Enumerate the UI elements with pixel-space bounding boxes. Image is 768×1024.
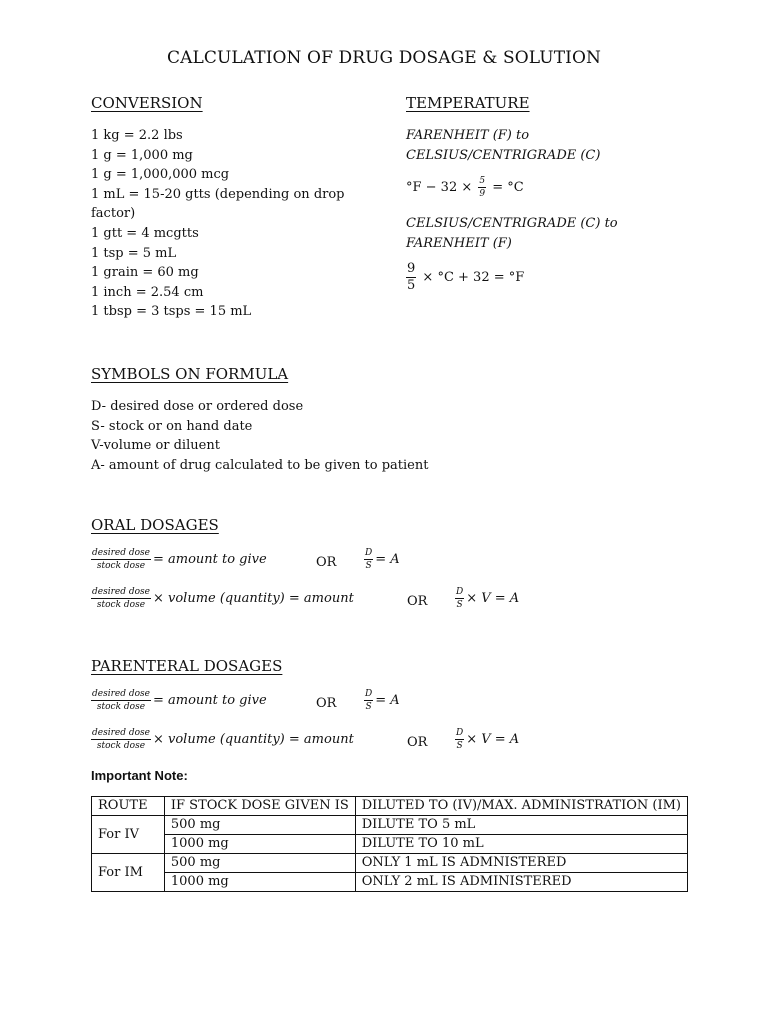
d-over-s-fraction	[364, 548, 373, 571]
conversion-line: 1 kg = 2.2 lbs	[91, 128, 183, 143]
symbol-line: S- stock or on hand date	[91, 418, 253, 434]
dilution-cell: DILUTE TO 10 mL	[355, 835, 687, 854]
parenteral-formula-1	[89, 689, 267, 712]
dosage-table	[91, 796, 688, 892]
f-to-c-label-line1: FARENHEIT (F) to	[406, 128, 530, 143]
oral-dosages-heading: ORAL DOSAGES	[91, 516, 219, 534]
fraction-numerator: D	[456, 587, 464, 597]
fraction-numerator: D	[456, 728, 464, 738]
oral-formula-2	[89, 587, 354, 610]
f-to-c-label	[406, 126, 600, 165]
fraction-numerator: desired dose	[92, 728, 150, 738]
conversion-line: 1 inch = 2.54 cm	[91, 284, 204, 300]
oral-short-formula-1	[362, 548, 400, 571]
f-to-c-formula-right: = °C	[492, 180, 524, 195]
conversion-line: 1 g = 1,000,000 mcg	[91, 167, 230, 183]
five-ninths-fraction	[478, 176, 486, 199]
f-to-c-formula	[406, 176, 524, 199]
fraction-denominator: stock dose	[96, 741, 146, 751]
table-header-row	[92, 797, 688, 816]
dilution-cell: ONLY 1 mL IS ADMNISTERED	[355, 854, 687, 873]
fraction-denominator: S	[456, 741, 463, 751]
stock-dose-cell: 1000 mg	[164, 835, 355, 854]
table-row	[92, 873, 688, 892]
c-to-f-label-line1: CELSIUS/CENTRIGRADE (C) to	[406, 216, 618, 231]
fraction-numerator: D	[365, 548, 373, 558]
desired-over-stock-fraction	[91, 689, 151, 712]
table-header-cell: ROUTE	[92, 797, 165, 816]
conversion-line: 1 gtt = 4 mcgtts	[91, 225, 199, 241]
fraction-numerator: 9	[407, 261, 416, 276]
parenteral-dosages-heading: PARENTERAL DOSAGES	[91, 657, 283, 675]
conversion-line: 1 tbsp = 3 tsps = 15 mL	[91, 304, 252, 320]
formula-rhs: = A	[375, 552, 400, 567]
formula-rhs: × volume (quantity) = amount	[152, 591, 354, 606]
dilution-cell: DILUTE TO 5 mL	[355, 816, 687, 835]
route-cell: For IV	[92, 816, 165, 854]
fraction-denominator: S	[365, 561, 372, 571]
symbols-list	[91, 397, 428, 475]
fraction-denominator: stock dose	[96, 600, 146, 610]
f-to-c-formula-left: °F − 32 ×	[406, 180, 473, 195]
conversion-line: 1 g = 1,000 mg	[91, 147, 193, 163]
oral-formula-1	[89, 548, 267, 571]
conversion-line: 1 grain = 60 mg	[91, 265, 199, 281]
symbol-line: V-volume or diluent	[91, 438, 220, 454]
conversion-line: 1 tsp = 5 mL	[91, 245, 177, 261]
fraction-denominator: S	[365, 702, 372, 712]
temperature-heading: TEMPERATURE	[406, 94, 530, 112]
c-to-f-formula-right: × °C + 32 = °F	[422, 270, 525, 285]
or-label: OR	[316, 555, 337, 570]
important-note-label: Important Note:	[91, 768, 188, 783]
fraction-numerator: 5	[479, 176, 486, 186]
formula-rhs: = amount to give	[152, 693, 267, 708]
fraction-numerator: desired dose	[92, 548, 150, 558]
table-row	[92, 816, 688, 835]
symbol-line: D- desired dose or ordered dose	[91, 399, 304, 414]
stock-dose-cell: 1000 mg	[164, 873, 355, 892]
fraction-denominator: S	[456, 600, 463, 610]
or-label: OR	[316, 696, 337, 711]
nine-fifths-fraction	[406, 262, 416, 293]
symbols-heading: SYMBOLS ON FORMULA	[91, 365, 289, 383]
formula-rhs: = A	[375, 693, 400, 708]
c-to-f-formula	[404, 262, 524, 293]
conversion-line: 1 mL = 15-20 gtts (depending on drop	[91, 186, 345, 202]
table-header-cell: IF STOCK DOSE GIVEN IS	[164, 797, 355, 816]
stock-dose-cell: 500 mg	[164, 816, 355, 835]
d-over-s-fraction	[364, 689, 373, 712]
fraction-numerator: desired dose	[92, 587, 150, 597]
fraction-denominator: stock dose	[96, 702, 146, 712]
symbol-line: A- amount of drug calculated to be given to patient	[91, 457, 429, 473]
fraction-denominator: 5	[407, 278, 416, 293]
desired-over-stock-fraction	[91, 548, 151, 571]
route-cell: For IM	[92, 854, 165, 892]
conversion-list	[91, 126, 345, 322]
desired-over-stock-fraction	[91, 587, 151, 610]
fraction-denominator: 9	[479, 189, 486, 199]
fraction-numerator: desired dose	[92, 689, 150, 699]
d-over-s-fraction	[455, 587, 464, 610]
fraction-numerator: D	[365, 689, 373, 699]
or-label: OR	[407, 594, 428, 609]
formula-rhs: = amount to give	[152, 552, 267, 567]
parenteral-formula-2	[89, 728, 354, 751]
formula-rhs: × volume (quantity) = amount	[152, 732, 354, 747]
stock-dose-cell: 500 mg	[164, 854, 355, 873]
oral-short-formula-2	[453, 587, 519, 610]
or-label: OR	[407, 735, 428, 750]
conversion-heading: CONVERSION	[91, 94, 203, 112]
d-over-s-fraction	[455, 728, 464, 751]
table-row	[92, 835, 688, 854]
formula-rhs: × V = A	[466, 732, 520, 747]
conversion-line: factor)	[91, 206, 136, 222]
formula-rhs: × V = A	[466, 591, 520, 606]
table-header-cell: DILUTED TO (IV)/MAX. ADMINISTRATION (IM)	[355, 797, 687, 816]
parenteral-short-formula-2	[453, 728, 519, 751]
table-row	[92, 854, 688, 873]
c-to-f-label	[406, 214, 618, 253]
c-to-f-label-line2: FARENHEIT (F)	[406, 235, 512, 251]
document-title: CALCULATION OF DRUG DOSAGE & SOLUTION	[167, 48, 601, 68]
f-to-c-label-line2: CELSIUS/CENTRIGRADE (C)	[406, 147, 601, 163]
desired-over-stock-fraction	[91, 728, 151, 751]
fraction-denominator: stock dose	[96, 561, 146, 571]
parenteral-short-formula-1	[362, 689, 400, 712]
dilution-cell: ONLY 2 mL IS ADMINISTERED	[355, 873, 687, 892]
